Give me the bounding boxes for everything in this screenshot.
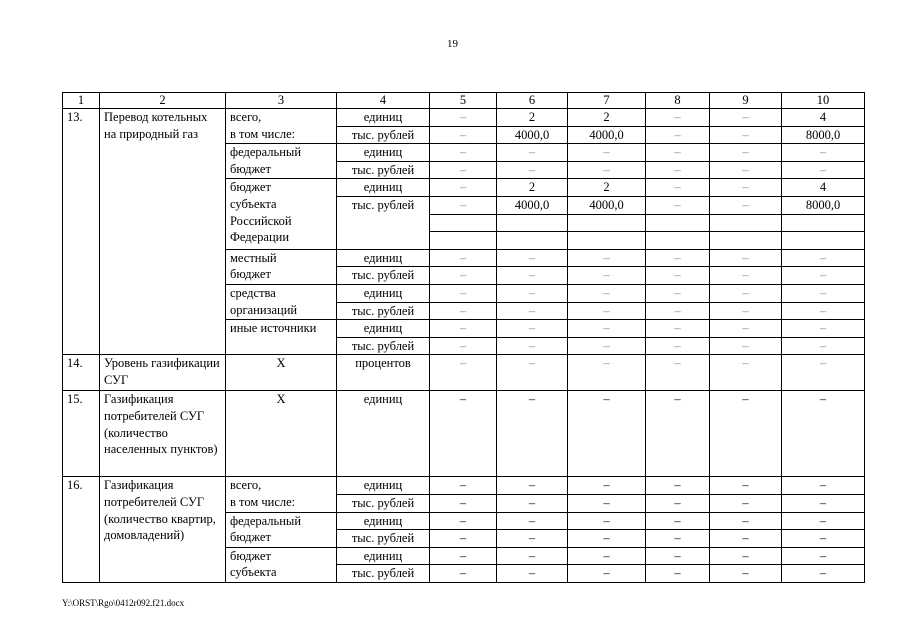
funding-source-line: всего, <box>230 478 262 493</box>
funding-source-line: организаций <box>230 302 298 317</box>
value-cell: – <box>430 179 497 197</box>
value-cell: – <box>782 249 865 267</box>
funding-source-line: в том числе: <box>230 126 296 141</box>
value-cell: – <box>497 302 568 320</box>
funding-source-line: средства <box>230 285 276 300</box>
value-cell <box>568 214 646 232</box>
funding-source-line: бюджет <box>230 180 271 195</box>
value-cell: – <box>497 391 568 477</box>
value-cell: – <box>430 355 497 391</box>
value-cell: – <box>782 284 865 302</box>
value-cell: – <box>430 547 497 565</box>
value-cell <box>497 232 568 250</box>
value-cell: – <box>497 267 568 285</box>
unit-cell: тыс. рублей <box>337 161 430 179</box>
value-cell <box>782 214 865 232</box>
value-cell: – <box>646 179 710 197</box>
value-cell: 2 <box>497 109 568 127</box>
value-cell: – <box>430 337 497 355</box>
value-cell: – <box>430 196 497 214</box>
value-cell: – <box>710 337 782 355</box>
value-cell: – <box>646 477 710 495</box>
value-cell <box>646 232 710 250</box>
value-cell: – <box>568 547 646 565</box>
value-cell: – <box>568 320 646 338</box>
indicator-name: Уровень газификации СУГ <box>100 355 226 391</box>
value-cell: – <box>710 494 782 512</box>
unit-cell: единиц <box>337 547 430 565</box>
funding-source-line: в том числе: <box>230 494 296 509</box>
row-number: 16. <box>63 477 100 583</box>
value-cell: – <box>646 512 710 530</box>
indicator-name: Перевод котельных на природный газ <box>100 109 226 355</box>
indicators-table <box>62 92 865 583</box>
value-cell: 2 <box>568 109 646 127</box>
column-number: 10 <box>782 93 865 109</box>
funding-source-line: местный <box>230 250 277 265</box>
value-cell <box>710 232 782 250</box>
value-cell: – <box>710 302 782 320</box>
value-cell: – <box>646 320 710 338</box>
unit-cell: единиц <box>337 144 430 162</box>
value-cell: – <box>782 391 865 477</box>
unit-cell: тыс. рублей <box>337 302 430 320</box>
value-cell: – <box>710 477 782 495</box>
funding-source-line: бюджет <box>230 530 271 545</box>
value-cell: – <box>782 144 865 162</box>
funding-source-line: бюджет <box>230 548 271 563</box>
not-applicable-mark: Х <box>226 355 337 391</box>
value-cell: – <box>710 196 782 214</box>
value-cell: – <box>430 249 497 267</box>
value-cell: – <box>430 477 497 495</box>
column-number: 4 <box>337 93 430 109</box>
column-number: 3 <box>226 93 337 109</box>
unit-cell: тыс. рублей <box>337 565 430 583</box>
unit-cell: единиц <box>337 320 430 338</box>
funding-source <box>226 109 337 144</box>
row-number: 13. <box>63 109 100 355</box>
value-cell: – <box>430 109 497 127</box>
unit-cell: тыс. рублей <box>337 530 430 548</box>
value-cell: – <box>646 565 710 583</box>
value-cell: – <box>710 179 782 197</box>
table-row <box>63 355 865 391</box>
unit-cell: тыс. рублей <box>337 126 430 144</box>
unit-cell: единиц <box>337 249 430 267</box>
value-cell: – <box>646 126 710 144</box>
indicator-name: Газификация потребителей СУГ (количество населенных пунктов) <box>100 391 226 477</box>
value-cell: – <box>430 391 497 477</box>
header-row <box>63 93 865 109</box>
value-cell: – <box>497 565 568 583</box>
value-cell: – <box>710 547 782 565</box>
value-cell: – <box>710 109 782 127</box>
funding-source <box>226 477 337 512</box>
value-cell: – <box>568 391 646 477</box>
value-cell: – <box>710 320 782 338</box>
value-cell: – <box>568 494 646 512</box>
value-cell <box>497 214 568 232</box>
value-cell: – <box>497 249 568 267</box>
value-cell: – <box>782 547 865 565</box>
value-cell: – <box>710 144 782 162</box>
value-cell: – <box>782 530 865 548</box>
value-cell: – <box>430 494 497 512</box>
footer-file-path: Y:\ORST\Rgo\0412r092.f21.docx <box>62 598 185 608</box>
funding-source-line: субъекта <box>230 565 277 580</box>
value-cell: – <box>646 109 710 127</box>
value-cell: – <box>710 391 782 477</box>
value-cell: – <box>430 161 497 179</box>
value-cell: – <box>497 161 568 179</box>
value-cell: – <box>497 512 568 530</box>
value-cell: – <box>782 477 865 495</box>
value-cell: – <box>646 249 710 267</box>
funding-source-line: федеральный <box>230 145 302 160</box>
value-cell: – <box>782 512 865 530</box>
value-cell: – <box>430 267 497 285</box>
value-cell: – <box>710 530 782 548</box>
value-cell: – <box>568 284 646 302</box>
row-number: 15. <box>63 391 100 477</box>
value-cell <box>710 214 782 232</box>
funding-source-line: бюджет <box>230 267 271 282</box>
value-cell: – <box>646 494 710 512</box>
unit-cell: тыс. рублей <box>337 337 430 355</box>
value-cell: – <box>782 320 865 338</box>
value-cell: – <box>710 161 782 179</box>
value-cell: – <box>646 355 710 391</box>
funding-source-line: субъекта <box>230 196 277 211</box>
value-cell: – <box>646 391 710 477</box>
value-cell: – <box>710 284 782 302</box>
value-cell: – <box>497 530 568 548</box>
not-applicable-mark: Х <box>226 391 337 477</box>
value-cell: 2 <box>568 179 646 197</box>
value-cell: 4000,0 <box>497 196 568 214</box>
funding-source <box>226 512 337 547</box>
unit-cell: единиц <box>337 109 430 127</box>
value-cell: – <box>568 530 646 548</box>
value-cell: – <box>710 126 782 144</box>
funding-source-line: Российской <box>230 213 292 228</box>
value-cell: – <box>782 355 865 391</box>
value-cell <box>430 214 497 232</box>
value-cell: – <box>430 565 497 583</box>
funding-source <box>226 179 337 249</box>
funding-source-line: федеральный <box>230 513 302 528</box>
value-cell: – <box>710 267 782 285</box>
unit-cell: единиц <box>337 284 430 302</box>
funding-source-line: Федерации <box>230 230 290 245</box>
value-cell: 4000,0 <box>568 196 646 214</box>
page-number: 19 <box>447 38 458 50</box>
unit-cell: единиц <box>337 391 430 477</box>
value-cell: – <box>782 302 865 320</box>
value-cell: – <box>568 565 646 583</box>
value-cell <box>430 232 497 250</box>
value-cell: – <box>568 337 646 355</box>
value-cell: – <box>782 565 865 583</box>
funding-source <box>226 144 337 179</box>
funding-source-line <box>230 337 332 354</box>
column-number: 7 <box>568 93 646 109</box>
value-cell: 4 <box>782 109 865 127</box>
column-number: 8 <box>646 93 710 109</box>
value-cell: – <box>710 565 782 583</box>
value-cell: – <box>497 477 568 495</box>
value-cell: – <box>646 337 710 355</box>
value-cell: – <box>430 126 497 144</box>
table-row <box>63 109 865 127</box>
value-cell: – <box>710 355 782 391</box>
value-cell: – <box>497 284 568 302</box>
value-cell: – <box>646 284 710 302</box>
value-cell: – <box>568 302 646 320</box>
value-cell: 8000,0 <box>782 196 865 214</box>
value-cell: – <box>646 196 710 214</box>
value-cell: – <box>568 267 646 285</box>
value-cell: – <box>646 161 710 179</box>
unit-cell: единиц <box>337 179 430 197</box>
value-cell: – <box>782 494 865 512</box>
value-cell: – <box>430 144 497 162</box>
column-number: 1 <box>63 93 100 109</box>
unit-cell: тыс. рублей <box>337 267 430 285</box>
unit-cell: единиц <box>337 477 430 495</box>
value-cell: – <box>646 547 710 565</box>
value-cell: 2 <box>497 179 568 197</box>
funding-source-line: иные источники <box>230 321 317 336</box>
value-cell: 8000,0 <box>782 126 865 144</box>
unit-cell: единиц <box>337 512 430 530</box>
value-cell: – <box>646 144 710 162</box>
funding-source <box>226 249 337 284</box>
funding-source-line: бюджет <box>230 161 271 176</box>
value-cell: – <box>497 320 568 338</box>
value-cell: – <box>497 355 568 391</box>
indicator-name: Газификация потребителей СУГ (количество квартир, домовладений) <box>100 477 226 583</box>
unit-cell: процентов <box>337 355 430 391</box>
value-cell: – <box>497 547 568 565</box>
funding-source <box>226 284 337 319</box>
table-row <box>63 391 865 477</box>
value-cell: – <box>710 249 782 267</box>
value-cell: – <box>568 477 646 495</box>
row-number: 14. <box>63 355 100 391</box>
column-number: 6 <box>497 93 568 109</box>
value-cell: 4 <box>782 179 865 197</box>
funding-source <box>226 320 337 355</box>
value-cell: – <box>568 144 646 162</box>
value-cell <box>782 232 865 250</box>
value-cell: – <box>782 337 865 355</box>
value-cell: – <box>568 512 646 530</box>
value-cell: – <box>497 494 568 512</box>
funding-source-line: всего, <box>230 110 262 124</box>
column-number: 9 <box>710 93 782 109</box>
value-cell: – <box>497 144 568 162</box>
value-cell: – <box>710 512 782 530</box>
value-cell: – <box>430 302 497 320</box>
value-cell: – <box>568 355 646 391</box>
value-cell: – <box>568 249 646 267</box>
value-cell: – <box>430 530 497 548</box>
value-cell: – <box>430 320 497 338</box>
column-number: 5 <box>430 93 497 109</box>
value-cell: 4000,0 <box>497 126 568 144</box>
value-cell: – <box>646 302 710 320</box>
value-cell: – <box>646 530 710 548</box>
value-cell: – <box>430 512 497 530</box>
table-row <box>63 477 865 495</box>
unit-cell: тыс. рублей <box>337 494 430 512</box>
unit-cell: тыс. рублей <box>337 196 430 249</box>
value-cell: – <box>430 284 497 302</box>
value-cell: – <box>782 161 865 179</box>
value-cell: – <box>646 267 710 285</box>
value-cell: 4000,0 <box>568 126 646 144</box>
value-cell <box>646 214 710 232</box>
value-cell: – <box>568 161 646 179</box>
column-number: 2 <box>100 93 226 109</box>
value-cell: – <box>782 267 865 285</box>
value-cell: – <box>497 337 568 355</box>
value-cell <box>568 232 646 250</box>
funding-source <box>226 547 337 582</box>
